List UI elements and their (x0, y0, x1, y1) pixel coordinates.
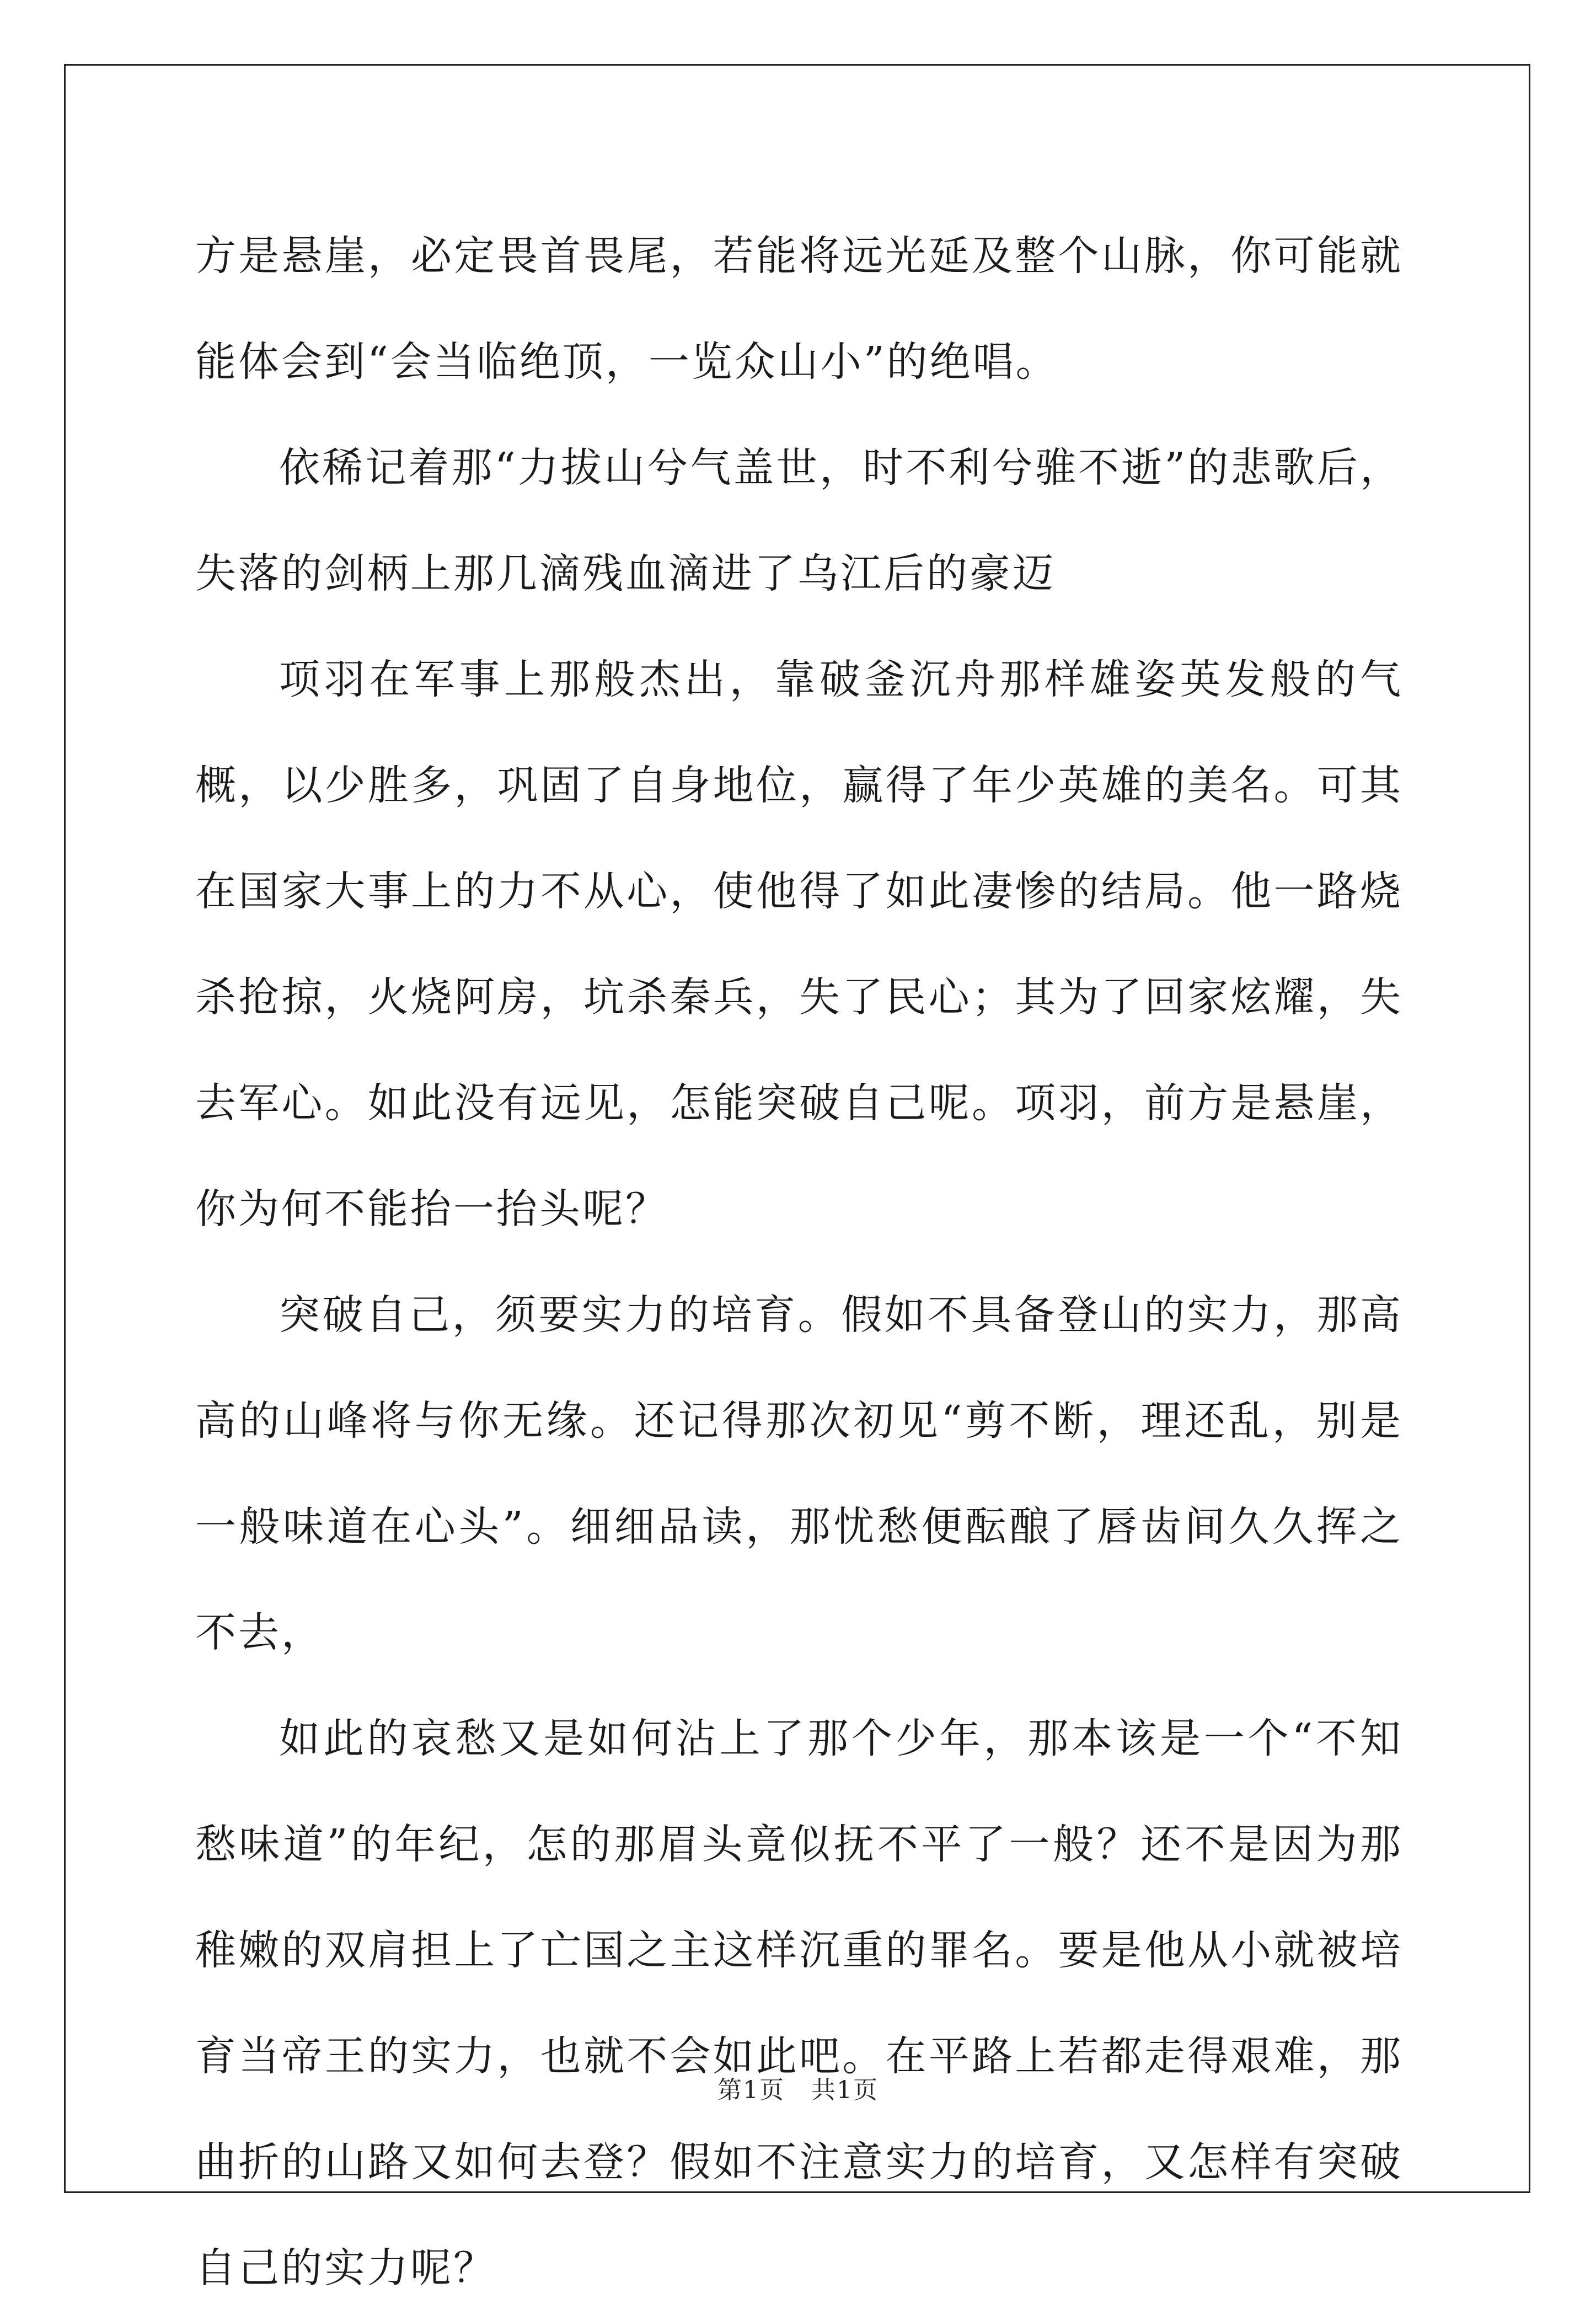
page-number: 第1页 (717, 2076, 785, 2104)
document-body (195, 203, 1403, 2321)
paragraph-1: 方是悬崖，必定畏首畏尾，若能将远光延及整个山脉，你可能就能体会到“会当临绝顶，一览众山小”的绝唱。 (195, 232, 1403, 386)
paragraph-5: 如此的哀愁又是如何沾上了那个少年，那本该是一个“不知愁味道”的年纪，怎的那眉头竟似抚不平了一般？还不是因为那稚嫩的双肩担上了亡国之主这样沉重的罪名。要是他从小就被培育当帝王的实力，也就不会如此吧。在平路上若都走得艰难，那曲折的山路又如何去登？假如不注意实力的培育，又怎样有突破自己的实力呢？ (195, 1715, 1403, 2292)
page-total: 共1页 (811, 2076, 879, 2104)
page-footer (0, 2074, 1596, 2107)
paragraph-3: 项羽在军事上那般杰出，靠破釜沉舟那样雄姿英发般的气概，以少胜多，巩固了自身地位，赢得了年少英雄的美名。可其在国家大事上的力不从心，使他得了如此凄惨的结局。他一路烧杀抢掠，火烧阿房，坑杀秦兵，失了民心；其为了回家炫耀，失去军心。如此没有远见，怎能突破自己呢。项羽，前方是悬崖，你为何不能抬一抬头呢？ (195, 656, 1403, 1233)
paragraph-2: 依稀记着那“力拔山兮气盖世，时不利兮骓不逝”的悲歌后，失落的剑柄上那几滴残血滴进了乌江后的豪迈 (195, 444, 1403, 597)
paragraph-4: 突破自己，须要实力的培育。假如不具备登山的实力，那高高的山峰将与你无缘。还记得那次初见“剪不断，理还乱，别是一般味道在心头”。细细品读，那忧愁便酝酿了唇齿间久久挥之不去， (195, 1291, 1403, 1656)
